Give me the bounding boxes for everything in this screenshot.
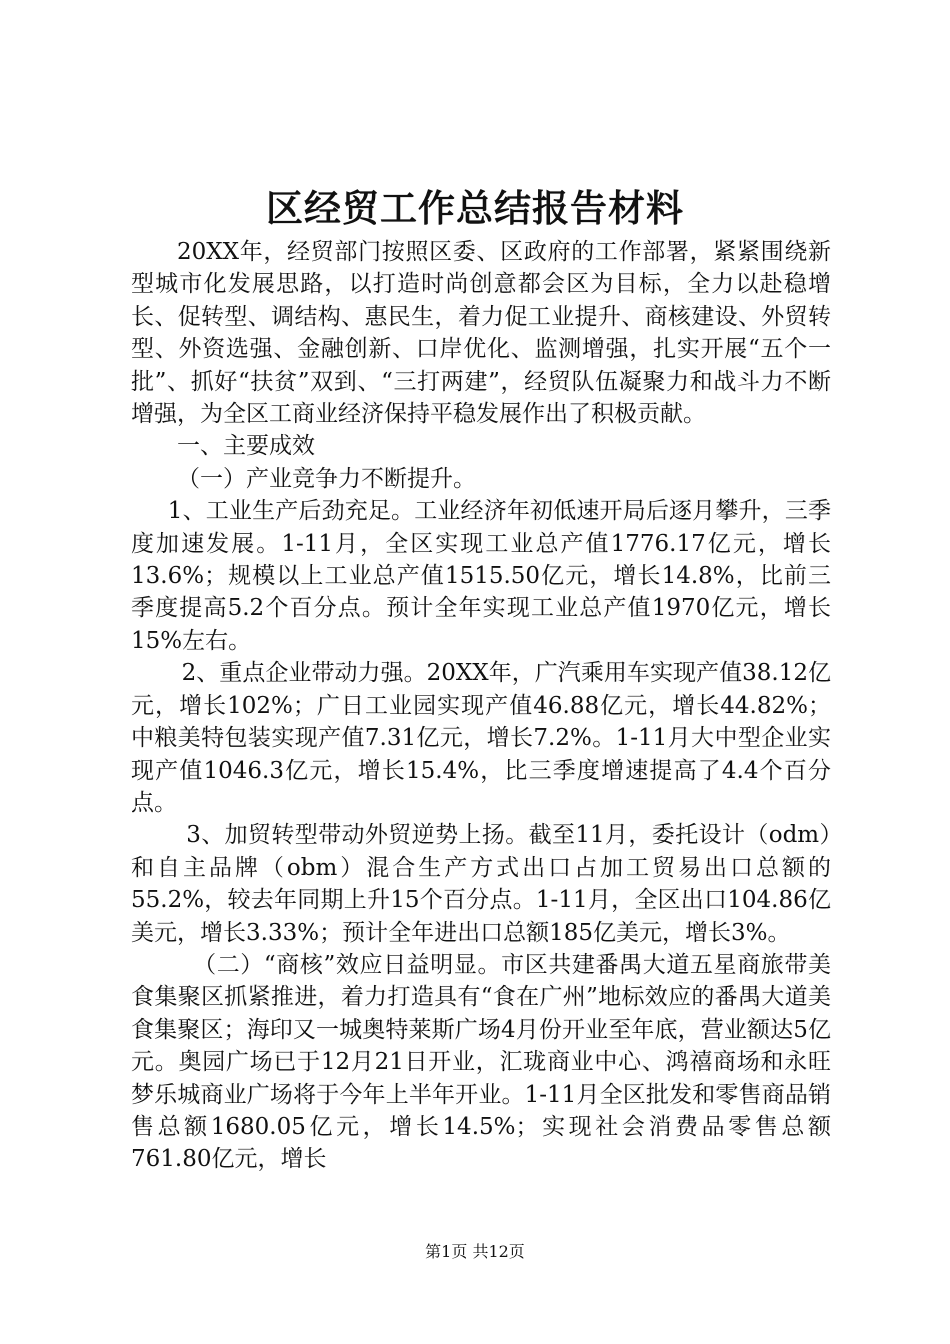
paragraph-industrial-production: 1、工业生产后劲充足。工业经济年初低速开局后逐月攀升，三季度加速发展。1-11月，全区实现工业总产值1776.17亿元，增长13.6%；规模以上工业总产值1515.50亿元，增长14.8%，比前三季度提高5.2个百分点。预计全年实现工业总产值1970亿元，增长15%左右。 bbox=[131, 498, 831, 654]
page-number-footer: 第1页 共12页 bbox=[425, 1242, 525, 1261]
paragraph-key-enterprises: 2、重点企业带动力强。20XX年，广汽乘用车实现产值38.12亿元，增长102%；广日工业园实现产值46.88亿元，增长44.82%；中粮美特包装实现产值7.31亿元，增长7.2%。1-11月大中型企业实现产值1046.3亿元，增长15.4%，比三季度增速提高了4.4个百分点。 bbox=[131, 660, 831, 816]
paragraph-intro: 20XX年，经贸部门按照区委、区政府的工作部署，紧紧围绕新型城市化发展思路，以打造时尚创意都会区为目标，全力以赴稳增长、促转型、调结构、惠民生，着力促工业提升、商核建设、外贸转型、外资选强、金融创新、口岸优化、监测增强，扎实开展“五个一批”、抓好“扶贫”双到、“三打两建”，经贸队伍凝聚力和战斗力不断增强，为全区工商业经济保持平稳发展作出了积极贡献。 bbox=[131, 239, 831, 428]
document-title: 区经贸工作总结报告材料 bbox=[266, 186, 684, 230]
paragraph-commerce-core: （二）“商核”效应日益明显。市区共建番禺大道五星商旅带美食集聚区抓紧推进，着力打造具有“食在广州”地标效应的番禺大道美食集聚区；海印又一城奥特莱斯广场4月份开业至年底，营业额达5亿元。奥园广场已于12月21日开业，汇珑商业中心、鸿禧商场和永旺梦乐城商业广场将于今年上半年开业。1-11月全区批发和零售商品销售总额1680.05亿元，增长14.5%；实现社会消费品零售总额761.80亿元，增长 bbox=[131, 951, 831, 1173]
paragraph-foreign-trade: 3、加贸转型带动外贸逆势上扬。截至11月，委托设计（odm）和自主品牌（obm）混合生产方式出口占加工贸易出口总额的55.2%，较去年同期上升15个百分点。1-11月，全区出口104.86亿美元，增长3.33%；预计全年进出口总额185亿美元，增长3%。 bbox=[131, 822, 831, 946]
heading-main-results: 一、主要成效 bbox=[177, 433, 315, 460]
subheading-industry-competitiveness: （一）产业竞争力不断提升。 bbox=[177, 465, 476, 492]
document-body bbox=[131, 236, 831, 1176]
